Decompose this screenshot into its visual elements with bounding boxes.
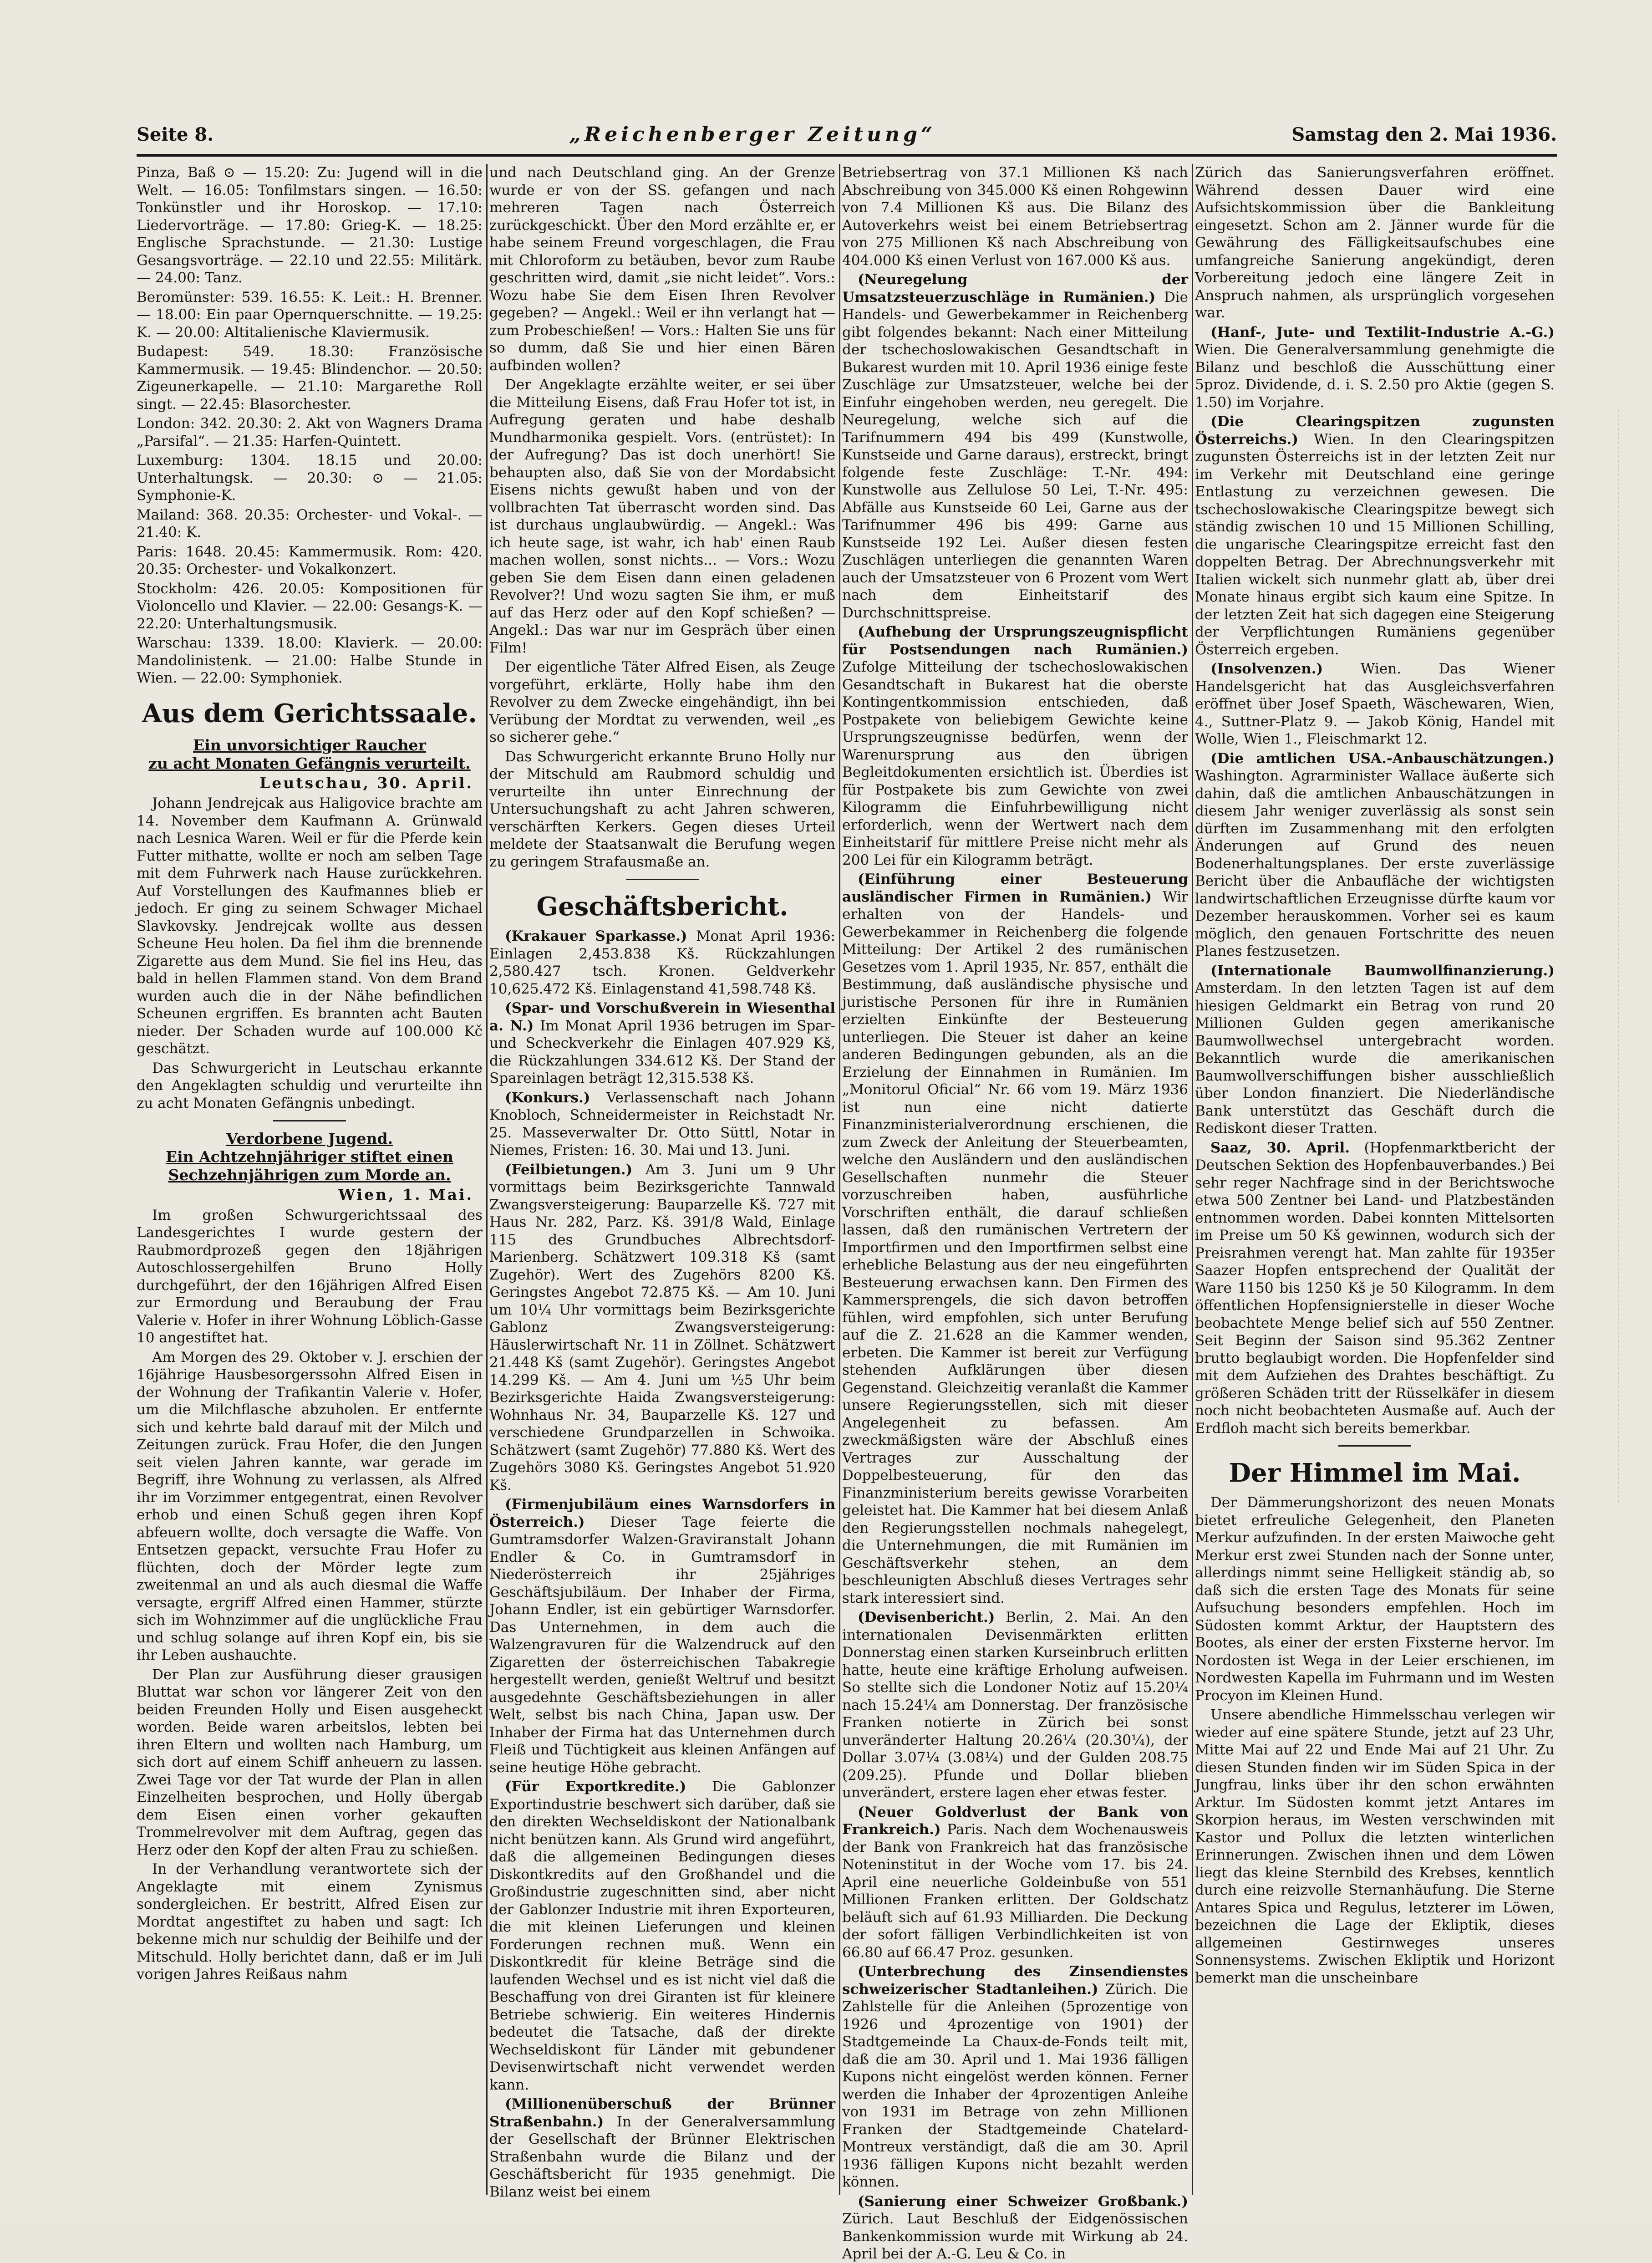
column-divider bbox=[1192, 164, 1193, 2195]
report-text: Paris. Nach dem Wochenausweis der Bank von Frankreich hat das französische Noteninstitut in der Woche vom 17. bis 24. April eine neuerliche Goldeinbuße von 551 Millionen Franken erlitten. Der Goldschatz beläuft sich auf 61.93 Milliarden. Die Deckung der sofort fälligen Verbindlichkeiten ist von 66.80 auf 66.47 Proz. gesunken. bbox=[842, 1821, 1188, 1961]
business-reports bbox=[842, 164, 1188, 2263]
page-edge-mark bbox=[1618, 410, 1636, 1503]
section-title-court: Aus dem Gerichtssaale. bbox=[142, 698, 477, 729]
page-number: Seite 8. bbox=[137, 123, 214, 145]
radio-entry: Pinza, Baß ⊙ — 15.20: Zu: Jugend will in die Welt. — 16.05: Tonfilmstars singen. — 16.50: Tonkünstler und ihr Horoskop. — 17.10: Liedervorträge. — 17.80: Grieg-K. — 18.25: Englische Sprachstunde. — 21.30: Lustige Gesangsvorträge. — 22.10 und 22.55: Militärk. — 24.00: Tanz. bbox=[137, 164, 483, 286]
issue-date: Samstag den 2. Mai 1936. bbox=[1291, 123, 1557, 145]
report-text: Wien. Die Generalversammlung genehmigte die Bilanz und beschloß die Ausschüttung einer 5proz. Dividende, d. i. S. 2.50 pro Aktie (gegen S. 1.50) im Vorjahre. bbox=[1195, 341, 1555, 411]
column-divider bbox=[839, 164, 840, 2195]
article-title: Ein unvorsichtiger Raucher bbox=[193, 736, 426, 754]
report-text: Wien. Das Wiener Handelsgericht hat das Ausgleichsverfahren eröffnet über Josef Spaeth, Wäschewaren, Wien, 4., Suttner-Platz 9. — Jakob König, Handel mit Wolle, Wien 1., Fleischmarkt 12. bbox=[1195, 661, 1555, 747]
radio-entry: Budapest: 549. 18.30: Französische Kammermusik. — 19.45: Blindenchor. — 20.50: Zigeunerkapelle. — 21.10: Margarethe Roll singt. — 22.45: Blasorchester. bbox=[137, 343, 483, 413]
report-lead: (Sanierung einer Schweizer Großbank.) bbox=[858, 2193, 1188, 2210]
report-lead: Saaz, 30. April. bbox=[1210, 1139, 1350, 1156]
report-lead: (Krakauer Sparkasse.) bbox=[505, 928, 687, 944]
report-item bbox=[489, 999, 835, 1087]
report-item bbox=[1195, 324, 1555, 412]
report-lead: (Neuregelung der Umsatzsteuerzuschläge in Rumänien.) bbox=[842, 271, 1188, 306]
report-lead: (Spar- und Vorschußverein in Wiesenthal a. N.) bbox=[489, 1000, 835, 1034]
radio-entry: Paris: 1648. 20.45: Kammermusik. Rom: 420. 20.35: Orchester- und Vokalkonzert. bbox=[137, 543, 483, 577]
report-item bbox=[489, 1089, 835, 1159]
report-item bbox=[1195, 1139, 1555, 1437]
report-item bbox=[842, 1609, 1188, 1802]
report-lead: (Neuer Goldverlust der Bank von Frankreich.) bbox=[842, 1804, 1188, 1838]
masthead: „Reichenberger Zeitung“ bbox=[569, 122, 936, 146]
article-divider bbox=[273, 1120, 346, 1121]
report-item bbox=[842, 1804, 1188, 1962]
article-paragraph: und nach Deutschland ging. An der Grenze wurde er von der SS. gefangen und nach mehreren Tagen nach Österreich zurückgeschickt. Über den Mord erzählte er, er habe seinem Freund vorgeschlagen, die Frau mit Chloroform zu betäuben, bevor zum Raube geschritten wird, damit „sie nicht leidet“. Vors.: Wozu habe Sie dem Eisen Ihren Revolver gegeben? — Angekl.: Weil er ihn verlangt hat — zum Probeschießen! — Vors.: Halten Sie uns für so dumm, daß Sie und hier einen Bären aufbinden wollen? bbox=[489, 164, 835, 374]
radio-entry: London: 342. 20.30: 2. Akt von Wagners Drama „Parsifal“. — 21.35: Harfen-Quintett. bbox=[137, 415, 483, 449]
report-lead: (Aufhebung der Ursprungszeugnispflicht für Postsendungen nach Rumänien.) bbox=[842, 624, 1188, 658]
report-item bbox=[489, 2095, 835, 2201]
report-text: Zürich. Die Zahlstelle für die Anleihen (5prozentige von 1926 und 4prozentige von 1901) der Stadtgemeinde La Chaux-de-Fonds teilt mit, daß die am 30. April und 1. Mai 1936 fälligen Kupons nicht eingelöst werden können. Ferner werden die Inhaber der 4prozentigen Anleihe von 1931 im Betrage von zehn Millionen Franken der Stadtgemeinde Chatelard-Montreux verständigt, daß die am 30. April 1936 fälligen Kupons nicht bezahlt werden können. bbox=[842, 1981, 1188, 2190]
article-paragraph: Der Dämmerungshorizont des neuen Monats bietet erfreuliche Gelegenheit, den Planeten Merkur aufzufinden. In der ersten Maiwoche geht Merkur erst zwei Stunden nach der Sonne unter, allerdings nimmt seine Helligkeit ständig ab, so daß sich die ersten Tage des Monats für seine Aufsuchung besonders empfehlen. Hoch im Südosten kommt Arktur, der Hauptstern des Bootes, als einer der ersten Fixsterne hervor. Im Nordosten ist Wega in der Leier erschienen, im Nordwesten Kapella im Fuhrmann und im Westen Procyon im Kleinen Hund. bbox=[1195, 1494, 1555, 1704]
report-item bbox=[842, 271, 1188, 622]
article-paragraph: Im großen Schwurgerichtssaal des Landesgerichtes I wurde gestern der Raubmordprozeß gegen den 18jährigen Autoschlossergehilfen Bruno Holly durchgeführt, der den 16jährigen Alfred Eisen zur Ermordung und Beraubung der Frau Valerie v. Hofer in ihrer Wohnung Löblich-Gasse 10 angestiftet hat. bbox=[137, 1207, 483, 1346]
radio-entry: Stockholm: 426. 20.05: Kompositionen für Violoncello und Klavier. — 22.00: Gesangs-K. — 22.20: Unterhaltungsmusik. bbox=[137, 580, 483, 632]
article-paragraph: Der eigentliche Täter Alfred Eisen, als Zeuge vorgeführt, erklärte, Holly habe ihm den Revolver zu dem Zwecke eingehändigt, ihn bei Verübung der Mordtat zu verwenden, weil „es so sicherer gehe.“ bbox=[489, 659, 835, 745]
report-text: Washington. Agrarminister Wallace äußerte sich dahin, daß die amtlichen Anbauschätzungen in diesem Jahr weniger zuverlässig als sonst sein dürften im Zusammenhang mit den erfolgten Änderungen auf Grund des neuen Bodenerhaltungsplanes. Der erste zuverlässige Bericht über die Anbaufläche der wichtigsten landwirtschaftlichen Erzeugnisse dürfte kaum vor Dezember herauskommen. Vorher sei es kaum möglich, den genauen Fortschritte des neuen Planes festzusetzen. bbox=[1195, 768, 1555, 959]
article-paragraph: Der Angeklagte erzählte weiter, er sei über die Mitteilung Eisens, daß Frau Hofer tot ist, in Aufregung geraten und habe deshalb Mundharmonika gespielt. Vors. (entrüstet): In der Aufregung? Das ist doch unerhört! Sie behaupten also, daß Sie von der Mordabsicht Eisens nichts gewußt haben und von der vollbrachten Tat überrascht worden sind. Das ist durchaus unglaubwürdig. — Angekl.: Was ich heute sage, ist wahr, ich hab' einen Raub machen wollen, sonst nichts... — Vors.: Wozu geben Sie dem Eisen dann einen geladenen Revolver?! Und wozu sagten Sie ihm, er muß auf das Herz oder auf den Kopf schießen? — Angekl.: Das war nur im Gespräch über einen Film! bbox=[489, 377, 835, 656]
article-paragraph: Am Morgen des 29. Oktober v. J. erschien der 16jährige Hausbesorgerssohn Alfred Eisen in der Wohnung der Trafikantin Valerie v. Hofer, um die Milchflasche abzuholen. Er entfernte sich und kehrte bald darauf mit der Milch und Zeitungen zurück. Frau Hofer, die den Jungen seit vielen Jahren kannte, war gerade im Begriff, ihre Wohnung zu verlassen, als Alfred ihr im Vorzimmer entgegentrat, einen Revolver erhob und einen Schuß gegen ihren Kopf abfeuern wollte, doch versagte die Waffe. Von Entsetzen gepackt, versuchte Frau Hofer zu flüchten, doch der Mörder legte zum zweitenmal an und als auch diesmal die Waffe versagte, ergriff Alfred einen Hammer, stürzte sich im Wohnzimmer auf die unglückliche Frau und schlug solange auf ihren Kopf ein, bis sie ihr Leben aushauchte. bbox=[137, 1349, 483, 1663]
report-lead: (Insolvenzen.) bbox=[1210, 661, 1323, 677]
report-item bbox=[489, 1778, 835, 2094]
report-text: Monat April 1936: Einlagen 2,453.838 Kš. Rückzahlungen 2,580.427 tsch. Kronen. Geldverkehr 10,625.472 Kš. Einlagenstand 41,598.748 Kš. bbox=[489, 928, 836, 997]
section-divider bbox=[626, 879, 699, 880]
report-text: Zufolge Mitteilung der tschechoslowakischen Gesandtschaft in Bukarest hat die oberste Kontingentkommission entschieden, daß Postpakete von beliebigem Gewichte keine Ursprungszeugnisse bedürfen, wenn der Warenursprung aus den übrigen Begleitdokumenten ersichtlich ist. Überdies ist für Postpakete bis zum Gewichte von zwei Kilogramm die Einfuhrbewilligung nicht erforderlich, wenn der Wertwert nach dem Einheitstarif für mittlere Preise nicht mehr als 200 Lei für ein Kilogramm beträgt. bbox=[842, 659, 1188, 868]
radio-entry: Mailand: 368. 20.35: Orchester- und Vokal-. — 21.40: K. bbox=[137, 506, 483, 540]
report-item bbox=[489, 928, 835, 998]
article-paragraph: Unsere abendliche Himmelsschau verlegen wir wieder auf eine spätere Stunde, jetzt auf 23 Uhr, Mitte Mai auf 22 und Ende Mai auf 21 Uhr. Zu diesen Stunden finden wir im Süden Spica in der Jungfrau, links über ihr den schon erwähnten Arktur. Im Südosten kommt jetzt Antares im Skorpion heraus, im Westen verschwinden mit Kastor und Pollux die letzten winterlichen Erinnerungen. Zwischen ihnen und dem Löwen liegt das kleine Sternbild des Krebses, kenntlich durch eine reizvolle Sternanhäufung. Die Sterne Antares Spica und Regulus, letzterer im Löwen, bezeichnen die Lage der Ekliptik, dieses allgemeinen Gestirnweges unseres Sonnensystems. Zwischen Ekliptik und Horizont bemerkt man die unscheinbare bbox=[1195, 1707, 1555, 1986]
column-3 bbox=[842, 164, 1189, 2262]
report-text: Zürich das Sanierungsverfahren eröffnet. Während dessen Dauer wird eine Aufsichtskommission über die Bankleitung eingesetzt. Schon am 2. Jänner wurde für die Gewährung des Fälligkeitsaufschubes eine umfangreiche Sanierung angekündigt, deren Vorbereitung jedoch eine längere Zeit in Anspruch nahmen, als ursprünglich vorgesehen war. bbox=[1195, 164, 1555, 321]
report-lead: (Die amtlichen USA.-Anbauschätzungen.) bbox=[1210, 750, 1555, 767]
article-subtitle: Ein Achtzehnjähriger stiftet einen Sechzehnjährigen zum Morde an. bbox=[165, 1148, 454, 1184]
report-lead: (Unterbrechung des Zinsendienstes schweizerischer Stadtanleihen.) bbox=[842, 1963, 1188, 1998]
article-dateline: Leutschau, 30. April. bbox=[259, 774, 473, 792]
report-lead: (Millionenüberschuß der Brünner Straßenbahn.) bbox=[489, 2096, 835, 2130]
report-text: Berlin, 2. Mai. An den internationalen Devisenmärkten erlitten Donnerstag einen starken Kurseinbruch erlitten hatte, heute eine kräftige Erholung aufweisen. So stellte sich die Londoner Notiz auf 15.20¼ nach 15.24¼ am Donnerstag. Der französische Franken notierte in Zürich bei sonst unveränderter Haltung 20.26¼ (20.30¼), der Dollar 3.07¼ (3.08¼) und der Gulden 208.75 (209.25). Pfunde und Dollar blieben unverändert, erstere lagen eher etwas fester. bbox=[842, 1609, 1189, 1801]
report-lead: (Feilbietungen.) bbox=[505, 1161, 633, 1178]
header-rule bbox=[137, 154, 1557, 157]
report-item bbox=[842, 1963, 1188, 2191]
report-item bbox=[1195, 164, 1555, 322]
report-text: Im Monat April 1936 betrugen im Spar- und Scheckverkehr die Einlagen 407.929 Kš, die Rückzahlungen 334.612 Kš. Der Stand der Spareinlagen beträgt 12,315.538 Kš. bbox=[489, 1017, 836, 1086]
report-item bbox=[842, 623, 1188, 869]
section-title-business: Geschäftsbericht. bbox=[536, 892, 788, 922]
section-title-sky: Der Himmel im Mai. bbox=[1229, 1458, 1521, 1488]
report-text: Dieser Tage feierte die Gumtramsdorfer Walzen-Graviranstalt Johann Endler & Co. in Gumtramsdorf in Niederösterreich ihr 25jähriges Geschäftsjubiläum. Der Inhaber der Firma, Johann Endler, ist ein gebürtiger Warnsdorfer. Das Unternehmen, in dem auch die Walzengravuren für die Walzendruck auf den Zigaretten der österreichischen Tabakregie hergestellt werden, genießt Weltruf und besitzt ausgedehnte Geschäftsbeziehungen in aller Welt, selbst bis nach China, Japan usw. Der Inhaber der Firma hat das Unternehmen durch Fleiß und Tüchtigkeit aus kleinen Anfängen auf seine heutige Höhe gebracht. bbox=[489, 1514, 836, 1776]
page-header bbox=[137, 116, 1557, 153]
article-paragraph: In der Verhandlung verantwortete sich der Angeklagte mit einem Zynismus sondergleichen. Er bestritt, Alfred Eisen zur Mordtat angestiftet zu haben und sagt: Ich bekenne mich nur schuldig der Beihilfe und der Mitschuld. Holly berichtet dann, daß er im Juli vorigen Jahres Reißaus nahm bbox=[137, 1861, 483, 1983]
report-item bbox=[842, 871, 1188, 1607]
business-reports bbox=[489, 928, 835, 2201]
column-1 bbox=[137, 164, 483, 2195]
report-text: Wien. In den Clearingspitzen zugunsten Österreichs ist in der letzten Zeit nur im Verkehr mit Deutschland eine geringe Entlastung zu verzeichnen gewesen. Die tschechoslowakische Clearingspitze bewegt sich ständig zwischen 10 und 15 Millionen Schilling, die ungarische Clearingspitze erreicht fast den doppelten Betrag. Der Abrechnungsverkehr mit Italien wickelt sich nunmehr glatt ab, über drei Monate hinaus ergibt sich kaum eine Spitze. In der letzten Zeit hat sich dagegen eine Steigerung der Verpflichtungen Rumäniens gegenüber Österreich ergeben. bbox=[1195, 431, 1555, 658]
report-lead: (Für Exportkredite.) bbox=[505, 1779, 686, 1795]
radio-program bbox=[137, 164, 483, 687]
report-item bbox=[1195, 962, 1555, 1137]
column-divider bbox=[486, 164, 488, 2195]
report-lead: (Firmenjubiläum eines Warnsdorfers in Österreich.) bbox=[489, 1496, 835, 1530]
article-paragraph: Der Plan zur Ausführung dieser grausigen Bluttat war schon vor längerer Zeit von den beiden Freunden Holly und Eisen ausgeheckt worden. Beide waren arbeitslos, lebten bei ihren Eltern und wollten nach Hamburg, um sich dort auf einem Schiff anheuern zu lassen. Zwei Tage vor der Tat wurde der Plan in allen Einzelheiten besprochen, und Holly übergab dem Eisen einen vorher gekauften Trommelrevolver mit dem Auftrag, gegen das Herz oder den Kopf der alten Frau zu schießen. bbox=[137, 1666, 483, 1858]
column-2 bbox=[489, 164, 836, 2200]
radio-entry: Beromünster: 539. 16.55: K. Leit.: H. Brenner. — 18.00: Ein paar Opernquerschnitte. — 19.25: K. — 20.00: Altitalienische Klaviermusik. bbox=[137, 289, 483, 341]
report-lead: (Konkurs.) bbox=[505, 1089, 590, 1106]
report-item bbox=[842, 2193, 1188, 2263]
article-dateline: Wien, 1. Mai. bbox=[338, 1186, 473, 1203]
article-paragraph: Das Schwurgericht erkannte Bruno Holly nur der Mitschuld am Raubmord schuldig und verurteilte ihn unter Einrechnung der Untersuchungshaft zu acht Jahren schweren, verschärften Kerkers. Gegen dieses Urteil meldete der Staatsanwalt die Berufung wegen zu geringem Strafausmaße an. bbox=[489, 748, 835, 870]
report-text: (Hopfenmarktbericht der Deutschen Sektion des Hopfenbauverbandes.) Bei sehr reger Nachfrage sind in der Berichtswoche etwa 500 Zentner bei Land- und Platzbeständen entnommen worden. Dabei konnten Mittelsorten im Preise um 50 Kš gewinnen, wodurch sich der Preisrahmen verengt hat. Man zahlte für 1935er Saazer Hopfen entsprechend der Qualität der Ware 1150 bis 1250 Kš je 50 Kilogramm. In dem öffentlichen Hopfensignierstelle in dieser Woche beobachtete Menge belief sich auf 550 Zentner. Seit Beginn der Saison sind 95.362 Zentner brutto beglaubigt worden. Die Hopfenfelder sind mit dem Aufziehen des Drahtes beschäftigt. Zu größeren Schäden tritt der Rüsselkäfer in diesem noch nicht beobachteten Ausmaße auf. Auch der Erdfloh macht sich bereits bemerkbar. bbox=[1195, 1139, 1555, 1437]
article-subtitle: zu acht Monaten Gefängnis verurteilt. bbox=[148, 754, 471, 772]
report-item bbox=[842, 164, 1188, 269]
report-text: Die Handels- und Gewerbekammer in Reichenberg gibt folgendes bekannt: Nach einer Mitteilung der tschechoslowakischen Gesandtschaft in Bukarest wurden mit 10. April 1936 einige feste Zuschläge zur Umsatzsteuer, welche bei der Einfuhr eingehoben werden, neu geregelt. Die Neuregelung, welche sich auf die Tarifnummern 494 bis 499 (Kunstwolle, Kunstseide und Garne daraus), erstreckt, bringt folgende feste Zuschläge: T.-Nr. 494: Kunstwolle aus Zellulose 50 Lei, T.-Nr. 495: Abfälle aus Kunstseide 60 Lei, Garne aus der Tarifnummer 496 bis 499: Garne aus Kunstseide 192 Lei. Außer diesen festen Zuschlägen unterliegen die genannten Waren auch der Umsatzsteuer von 6 Prozent vom Wert nach dem Einheitstarif des Durchschnittspreise. bbox=[842, 289, 1188, 621]
report-item bbox=[1195, 660, 1555, 748]
report-text: Am 3. Juni um 9 Uhr vormittags beim Bezirksgerichte Tannwald Zwangsversteigerung: Bauparzelle Kš. 727 mit Haus Nr. 282, Parz. Kš. 391/8 Wald, Einlage 115 des Grundbuches Albrechtsdorf-Marienberg. Schätzwert 109.318 Kš (samt Zugehör). Wert des Zugehörs 8200 Kš. Geringstes Angebot 72.875 Kš. — Am 10. Juni um 10¼ Uhr vormittags beim Bezirksgerichte Gablonz Zwangsversteigerung: Häuslerwirtschaft Nr. 11 in Zöllnet. Schätzwert 21.448 Kš (samt Zugehör). Geringstes Angebot 14.299 Kš. — Am 4. Juni um ½5 Uhr beim Bezirksgerichte Haida Zwangsversteigerung: Wohnhaus Nr. 34, Bauparzelle Kš. 127 und verschiedene Grundparzellen in Schwoika. Schätzwert (samt Zugehör) 77.880 Kš. Wert des Zugehörs 3080 Kš. Geringstes Angebot 51.920 Kš. bbox=[489, 1161, 835, 1493]
report-text: Verlassenschaft nach Johann Knobloch, Schneidermeister in Reichstadt Nr. 25. Masseverwalter Dr. Otto Süttl, Notar in Niemes, Fristen: 16. 30. Mai und 13. Juni. bbox=[489, 1089, 835, 1158]
report-item bbox=[1195, 750, 1555, 960]
business-reports bbox=[1195, 164, 1555, 1437]
article-paragraph: Johann Jendrejcak aus Haligovice brachte am 14. November dem Kaufmann A. Grünwald nach Lesnica Waren. Weil er für die Pferde kein Futter mithatte, wollte er noch am selben Tage mit dem Fuhrwerk nach Hause zurückkehren. Auf Vorstellungen des Kaufmannes blieb er jedoch. Er ging zu seinem Schwager Michael Slavkovsky. Jendrejcak wollte aus dessen Scheune Heu holen. Da fiel ihm die brennende Zigarette aus dem Mund. Sie fiel ins Heu, das bald in hellen Flammen stand. Von dem Brand wurden auch die in der Nähe befindlichen Scheunen ergriffen. Es brannten acht Bauten nieder. Der Schaden wurde auf 100.000 Kč geschätzt. bbox=[137, 795, 483, 1057]
report-item bbox=[1195, 413, 1555, 658]
report-lead: (Internationale Baumwollfinanzierung.) bbox=[1210, 962, 1555, 979]
radio-entry: Luxemburg: 1304. 18.15 und 20.00: Unterhaltungsk. — 20.30: ⊙ — 21.05: Symphonie-K. bbox=[137, 452, 483, 504]
article-paragraph: Das Schwurgericht in Leutschau erkannte den Angeklagten schuldig und verurteilte ihn zu acht Monaten Gefängnis unbedingt. bbox=[137, 1060, 483, 1111]
report-item bbox=[489, 1496, 835, 1776]
report-text: Betriebsertrag von 37.1 Millionen Kš nach Abschreibung von 345.000 Kš einen Rohgewinn von 7.4 Millionen Kš aus. Die Bilanz des Autoverkehrs weist bei einem Betriebsertrag von 275 Millionen Kš nach Abschreibung von 404.000 Kš einen Verlust von 167.000 Kš aus. bbox=[842, 164, 1188, 269]
report-lead: (Devisenbericht.) bbox=[858, 1609, 995, 1626]
report-text: Zürich. Laut Beschluß der Eidgenössischen Bankenkommission wurde mit Wirkung ab 24. April bei der A.-G. Leu & Co. in bbox=[842, 2211, 1188, 2262]
section-divider bbox=[1338, 1445, 1411, 1447]
report-item bbox=[489, 1161, 835, 1494]
report-lead: (Die Clearingspitzen zugunsten Österreichs.) bbox=[1195, 413, 1555, 448]
column-4 bbox=[1195, 164, 1555, 2195]
article-title: Verdorbene Jugend. bbox=[226, 1130, 393, 1147]
report-text: Amsterdam. In den letzten Tagen ist auf dem hiesigen Geldmarkt ein Betrag von rund 20 Millionen Gulden gegen amerikanische Baumwollwechsel untergebracht worden. Bekanntlich wurde die amerikanischen Baumwollverschiffungen bisher ausschließlich über London finanziert. Die Niederländische Bank unterstützt das Geschäft durch die Rediskont dieser Tratten. bbox=[1195, 980, 1555, 1137]
report-text: Die Gablonzer Exportindustrie beschwert sich darüber, daß sie den direkten Wechseldiskont der Nationalbank nicht benützen kann. Als Grund wird angeführt, daß die allgemeinen Bedingungen dieses Diskontkredits auf den Großhandel und die Großindustrie zugeschnitten sind, aber nicht der Gablonzer Industrie mit ihren Exporteuren, die mit kleinen Lieferungen und kleinen Forderungen rechnen muß. Wenn ein Diskontkredit für kleine Beträge sind die laufenden Wechsel und es ist nicht viel daß die Beschaffung von drei Giranten ist für kleinere Betriebe schwierig. Ein weiteres Hindernis bedeutet die Tatsache, daß der direkte Wechseldiskont für Länder mit gebundener Devisenwirtschaft nicht verwendet werden kann. bbox=[489, 1779, 835, 2093]
report-lead: (Hanf-, Jute- und Textilit-Industrie A.-G.) bbox=[1210, 324, 1555, 341]
radio-entry: Warschau: 1339. 18.00: Klavierk. — 20.00: Mandolinistenk. — 21.00: Halbe Stunde in Wien. — 22.00: Symphoniek. bbox=[137, 635, 483, 686]
report-text: Wir erhalten von der Handels- und Gewerbekammer in Reichenberg die folgende Mitteilung: Der Artikel 2 des rumänischen Gesetzes vom 1. April 1935, Nr. 857, enthält die Bestimmung, daß ausländische physische und juristische Personen für ihre in Rumänien erzielten Einkünfte der Besteuerung unterliegen. Die Steuer ist daher an keine anderen Bedingungen gebunden, als an die Erzielung der Einnahmen in Rumänien. Im „Monitorul Oficial“ Nr. 66 vom 19. März 1936 ist nun eine nicht datierte Finanzministerialverordnung erschienen, die zum Zweck der Anleitung der Steuerbeamten, welche den Ausländern und den ausländischen Gesellschaften nunmehr die Steuer vorzuschreiben haben, ausführliche Vorschriften enthält, die darauf schließen lassen, daß den rumänischen Vertretern der Importfirmen und den Importfirmen selbst eine erhebliche Belastung aus der neu eingeführten Besteuerung erwachsen kann. Den Firmen des Kammersprengels, die sich davon betroffen fühlen, wird empfohlen, sich unter Berufung auf die Z. 21.628 an die Kammer wenden, erbeten. Die Kammer ist bereit zur Verfügung stehenden Aufklärungen über diesen Gegenstand. Gleichzeitig veranlaßt die Kammer unsere Regierungsstellen, sich mit dieser Angelegenheit zu befassen. Am zweckmäßigsten wäre der Abschluß eines Vertrages zur Ausschaltung der Doppelbesteuerung, für den das Finanzministerium bereits gewisse Vorarbeiten geleistet hat. Die Kammer hat bei diesem Anlaß den Regierungsstellen nochmals nahegelegt, die Unternehmungen, die mit Rumänien im Geschäftsverkehr stehen, an dem beschleunigten Abschluß dieses Vertrages sehr stark interessiert sind. bbox=[842, 888, 1188, 1606]
report-lead: (Einführung einer Besteuerung ausländischer Firmen in Rumänien.) bbox=[842, 871, 1188, 905]
report-text: In der Generalversammlung der Gesellschaft der Brünner Elektrischen Straßenbahn wurde die Bilanz und der Geschäftsbericht für 1935 genehmigt. Die Bilanz weist bei einem bbox=[489, 2113, 835, 2200]
